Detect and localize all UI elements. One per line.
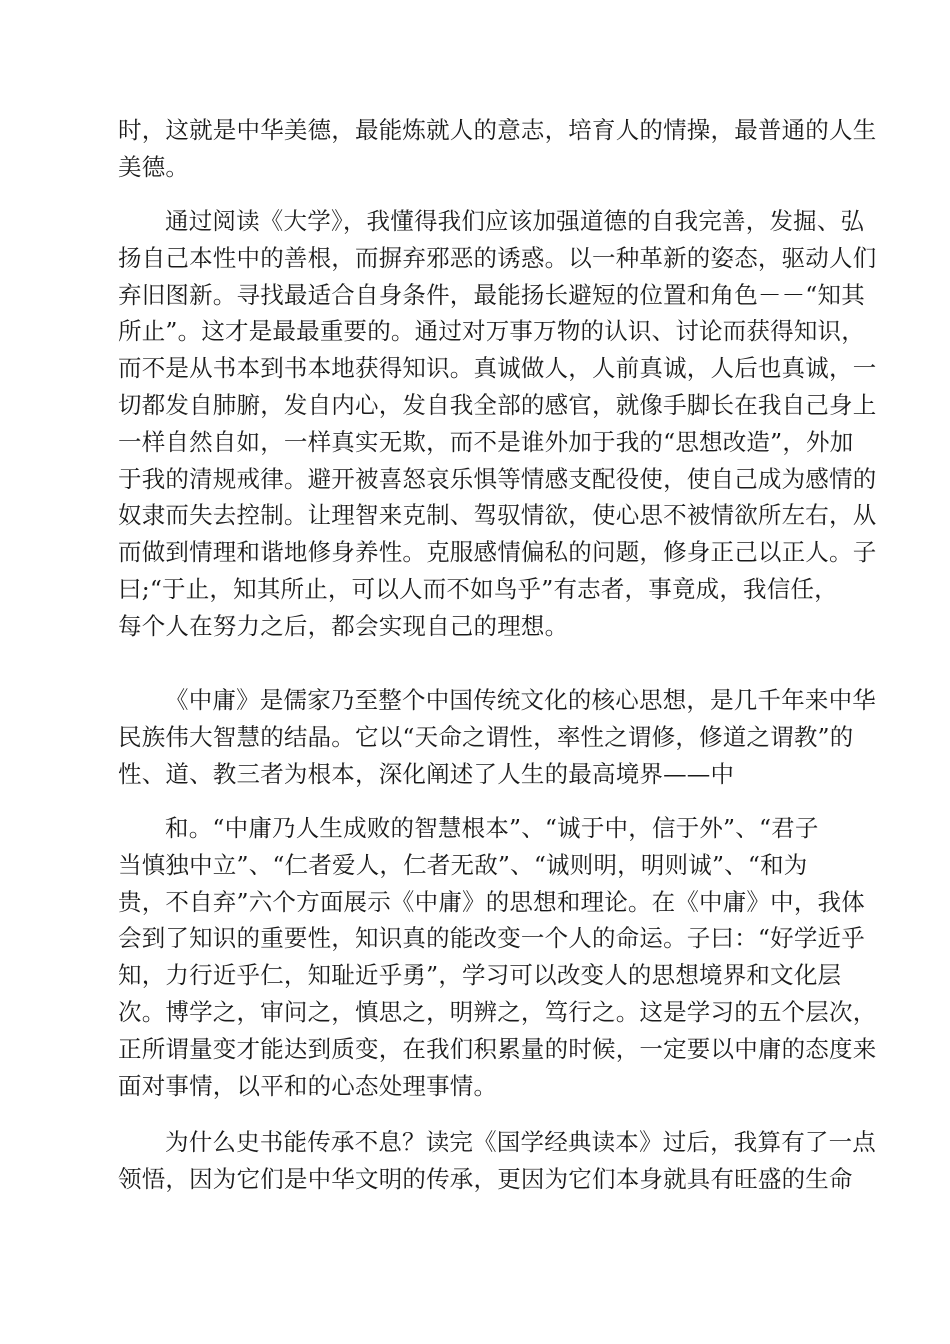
text-line: 当慎独中立”、“仁者爱人，仁者无敌”、“诚则明，明则诚”、“和为	[118, 850, 808, 879]
text-line: 知，力行近乎仁，知耻近乎勇”，学习可以改变人的思想境界和文化层	[118, 961, 842, 990]
text-line: 会到了知识的重要性，知识真的能改变一个人的命运。子曰：“好学近乎	[118, 924, 865, 953]
text-line: 扬自己本性中的善根，而摒弃邪恶的诱惑。以一种革新的姿态，驱动人们	[118, 243, 877, 272]
paragraph-3	[118, 682, 876, 792]
text-line: 于我的清规戒律。避开被喜怒哀乐惧等情感支配役使，使自己成为感情的	[118, 464, 877, 493]
text-line: 领悟，因为它们是中华文明的传承，更因为它们本身就具有旺盛的生命	[118, 1164, 853, 1193]
text-line: 《中庸》是儒家乃至整个中国传统文化的核心思想，是几千年来中华	[165, 686, 876, 714]
text-line: 而不是从书本到书本地获得知识。真诚做人，人前真诚，人后也真诚，一	[118, 354, 877, 383]
text-line: 面对事情，以平和的心态处理事情。	[118, 1071, 498, 1100]
paragraph-1	[118, 112, 877, 186]
text-line: 曰;“于止，知其所止，可以人而不如鸟乎”有志者，事竟成，我信任，	[118, 574, 838, 603]
paragraph-5	[118, 1124, 876, 1198]
text-line: 民族伟大智慧的结晶。它以“天命之谓性，率性之谓修，修道之谓教”的	[118, 722, 854, 751]
text-line: 贵，不自弃”六个方面展示《中庸》的思想和理论。在《中庸》中，我体	[118, 887, 865, 916]
text-line: 性、道、教三者为根本，深化阐述了人生的最高境界——中	[118, 759, 735, 788]
text-line: 所止”。这才是最最重要的。通过对万事万物的认识、讨论而获得知识，	[118, 317, 865, 346]
text-line: 奴隶而失去控制。让理智来克制、驾驭情欲，使心思不被情欲所左右，从	[118, 501, 877, 530]
text-line: 时，这就是中华美德，最能炼就人的意志，培育人的情操，最普通的人生	[118, 116, 877, 144]
paragraph-4	[118, 810, 877, 1104]
text-line: 弃旧图新。寻找最适合自身条件，最能扬长避短的位置和角色－－“知其	[118, 280, 865, 309]
text-line: 美德。	[118, 152, 190, 181]
text-line: 和。“中庸乃人生成败的智慧根本”、“诚于中，信于外”、“君子	[165, 814, 819, 842]
text-line: 次。博学之，审问之，慎思之，明辨之，笃行之。这是学习的五个层次，	[118, 997, 877, 1026]
text-line: 通过阅读《大学》，我懂得我们应该加强道德的自我完善，发掘、弘	[165, 207, 865, 235]
text-line: 每个人在努力之后，都会实现自己的理想。	[118, 611, 569, 640]
text-line: 一样自然自如，一样真实无欺，而不是谁外加于我的“思想改造”，外加	[118, 427, 854, 456]
paragraph-2	[118, 203, 877, 645]
text-line: 而做到情理和谐地修身养性。克服感情偏私的问题，修身正己以正人。子	[118, 538, 877, 567]
text-line: 切都发自肺腑，发自内心，发自我全部的感官，就像手脚长在我自己身上	[118, 390, 877, 419]
text-line: 正所谓量变才能达到质变，在我们积累量的时候，一定要以中庸的态度来	[118, 1034, 877, 1063]
text-line: 为什么史书能传承不息？读完《国学经典读本》过后，我算有了一点	[165, 1128, 876, 1156]
